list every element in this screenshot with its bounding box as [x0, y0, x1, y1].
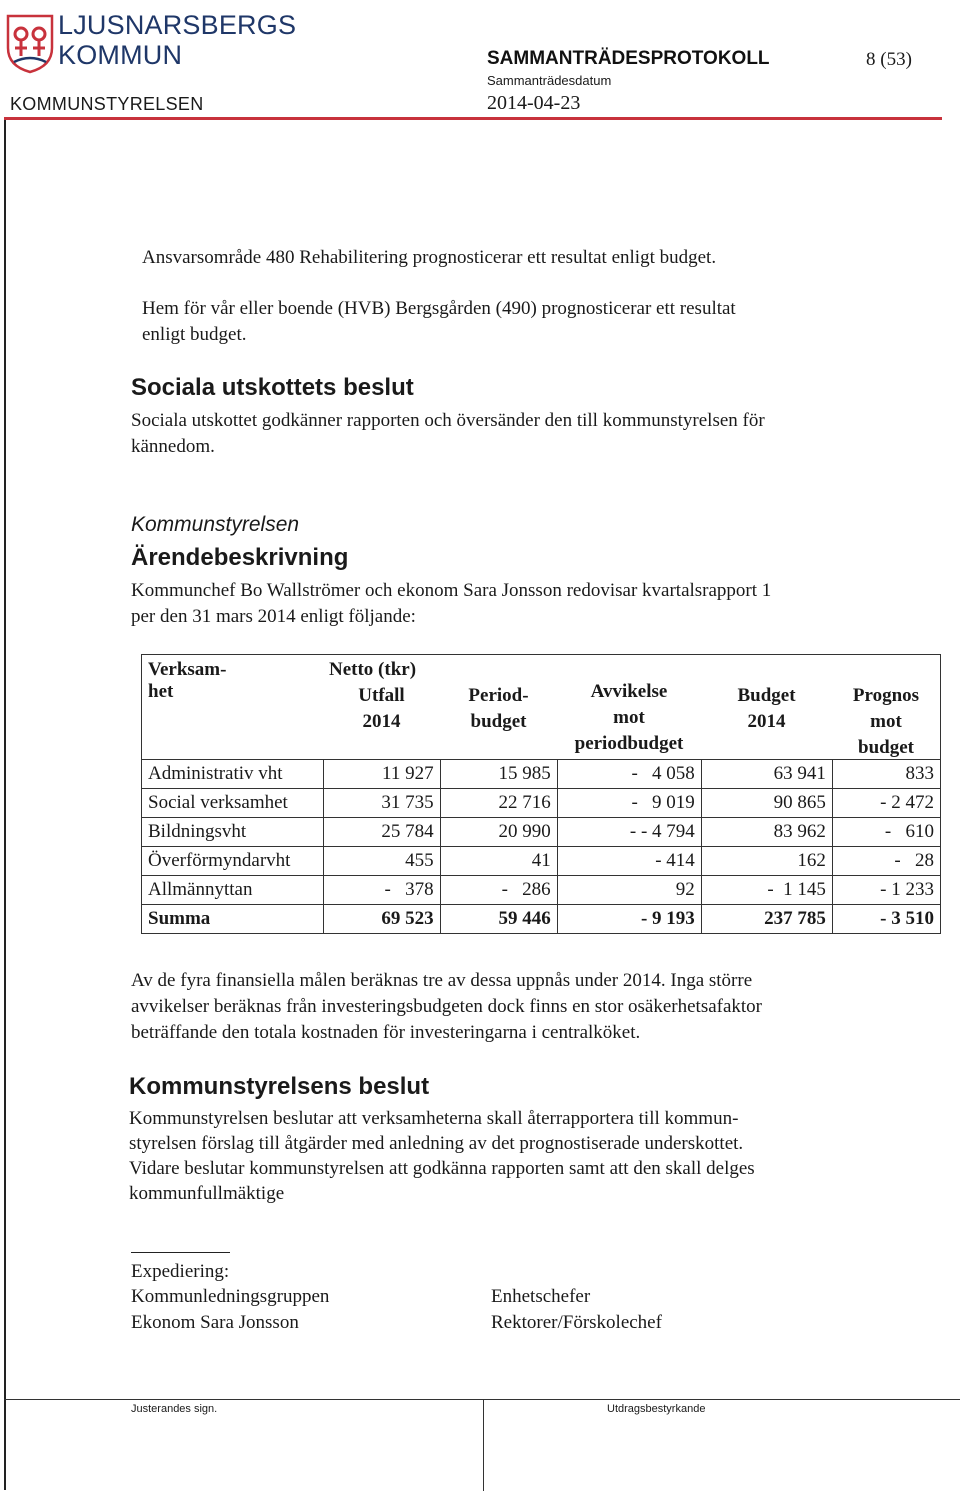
- cell-period: 41: [440, 847, 557, 876]
- distribution-label: Expediering:: [131, 1261, 230, 1282]
- cell-budget: 83 962: [701, 818, 832, 847]
- cell-utfall: 455: [323, 847, 440, 876]
- cell-avvikelse: - - 4 794: [557, 818, 701, 847]
- table-row: [142, 876, 941, 905]
- cell-name: Administrativ vht: [142, 760, 324, 789]
- header-text: Budget: [737, 685, 796, 706]
- paragraph-line: kännedom.: [131, 436, 215, 457]
- header-text: mot: [870, 711, 902, 732]
- header-divider: [4, 117, 942, 120]
- header-utfall: [323, 685, 440, 759]
- paragraph-line: Vidare beslutar kommunstyrelsen att godkänna rapporten samt att den skall delges: [129, 1158, 755, 1179]
- cell-utfall: 25 784: [323, 818, 440, 847]
- table-header-row: [142, 655, 941, 760]
- brand-line-2: KOMMUN: [58, 40, 183, 70]
- cell-prognos: - 610: [832, 818, 940, 847]
- cell-budget: 237 785: [701, 905, 832, 934]
- header-avvikelse: [557, 681, 701, 759]
- paragraph-line: Sociala utskottet godkänner rapporten och översänder den till kommunstyrelsen för: [131, 410, 765, 431]
- cell-avvikelse: - 9 019: [557, 789, 701, 818]
- paragraph-line: styrelsen förslag till åtgärder med anledning av det prognostiserade underskottet.: [129, 1133, 744, 1154]
- cell-period: 59 446: [440, 905, 557, 934]
- cell-period: 20 990: [440, 818, 557, 847]
- footer-column-divider: [483, 1399, 484, 1491]
- meeting-date-label: Sammanträdesdatum: [487, 73, 612, 88]
- paragraph-line: Av de fyra finansiella målen beräknas tre av dessa uppnås under 2014. Inga större: [131, 970, 753, 991]
- distribution-recipient: Ekonom Sara Jonsson: [131, 1312, 299, 1333]
- distribution-recipient: Kommunledningsgruppen: [131, 1286, 330, 1307]
- cell-budget: 90 865: [701, 789, 832, 818]
- header-text: Utfall: [358, 685, 405, 706]
- brand-line-1: LJUSNARSBERGS: [58, 10, 297, 40]
- paragraph-arendebeskrivning: [131, 578, 771, 630]
- cell-utfall: 11 927: [323, 760, 440, 789]
- header-text: 2014: [362, 711, 401, 732]
- cell-period: 15 985: [440, 760, 557, 789]
- header-text: budget: [470, 711, 527, 732]
- distribution-recipient: Enhetschefer: [491, 1286, 591, 1307]
- header-text: periodbudget: [574, 733, 684, 754]
- header-prognos: [832, 685, 940, 759]
- heading-sociala-utskottets-beslut: Sociala utskottets beslut: [131, 374, 414, 401]
- department-name: KOMMUNSTYRELSEN: [10, 94, 204, 114]
- header-text: 2014: [747, 711, 786, 732]
- table-row: [142, 818, 941, 847]
- header-columns: [323, 681, 940, 759]
- header-verksamhet: [142, 655, 324, 760]
- cell-name: Summa: [142, 905, 324, 934]
- header-netto: Netto (tkr): [329, 659, 417, 680]
- cell-prognos: - 28: [832, 847, 940, 876]
- distribution-left-list: [131, 1284, 329, 1336]
- cell-budget: 162: [701, 847, 832, 876]
- footer-extract-label: Utdragsbestyrkande: [607, 1403, 706, 1415]
- paragraph-line: enligt budget.: [142, 324, 247, 345]
- header-text: Verksam-: [148, 659, 227, 680]
- cell-prognos: - 1 233: [832, 876, 940, 905]
- brand-logo-text: [58, 10, 296, 70]
- cell-name: Bildningsvht: [142, 818, 324, 847]
- distribution-rule: [131, 1252, 230, 1253]
- paragraph-line: Kommunstyrelsen beslutar att verksamheterna skall återrapportera till kommun-: [129, 1108, 739, 1129]
- page-number: 8 (53): [866, 49, 912, 70]
- table-total-row: [142, 905, 941, 934]
- heading-kommunstyrelsen: Kommunstyrelsen: [131, 513, 300, 536]
- document-title: SAMMANTRÄDESPROTOKOLL: [487, 48, 770, 69]
- paragraph-line: avvikelser beräknas från investeringsbudgeten dock finns en stor osäkerhetsafaktor: [131, 996, 763, 1017]
- distribution-recipient: Rektorer/Förskolechef: [491, 1312, 662, 1333]
- cell-name: Allmännyttan: [142, 876, 324, 905]
- paragraph-sociala-beslut: [131, 408, 765, 460]
- cell-prognos: - 3 510: [832, 905, 940, 934]
- cell-avvikelse: 92: [557, 876, 701, 905]
- heading-kommunstyrelsens-beslut: Kommunstyrelsens beslut: [129, 1073, 430, 1100]
- paragraph-line: per den 31 mars 2014 enligt följande:: [131, 606, 416, 627]
- cell-period: - 286: [440, 876, 557, 905]
- cell-avvikelse: - 4 058: [557, 760, 701, 789]
- cell-utfall: 31 735: [323, 789, 440, 818]
- distribution-right-list: [491, 1284, 662, 1336]
- heading-arendebeskrivning: Ärendebeskrivning: [131, 544, 349, 571]
- cell-avvikelse: - 414: [557, 847, 701, 876]
- footer-sign-label: Justerandes sign.: [131, 1403, 218, 1415]
- header-text: budget: [858, 737, 914, 758]
- table-row: [142, 847, 941, 876]
- meeting-date: 2014-04-23: [487, 92, 581, 114]
- cell-prognos: 833: [832, 760, 940, 789]
- cell-budget: - 1 145: [701, 876, 832, 905]
- paragraph-rehab: Ansvarsområde 480 Rehabilitering prognosticerar ett resultat enligt budget.: [142, 247, 717, 268]
- paragraph-line: Hem för vår eller boende (HVB) Bergsgården (490) prognosticerar ett resultat: [142, 298, 736, 319]
- paragraph-line: beträffande den totala kostnaden för investeringarna i centralköket.: [131, 1022, 641, 1043]
- cell-period: 22 716: [440, 789, 557, 818]
- paragraph-finansiella-mal: [131, 968, 762, 1046]
- header-text: Avvikelse: [590, 681, 668, 702]
- header-netto-group: [323, 655, 941, 760]
- header-text: Prognos: [852, 685, 920, 706]
- financial-table: [141, 654, 941, 934]
- table-row: [142, 760, 941, 789]
- left-margin-rule: [4, 120, 6, 1490]
- footer-divider: [4, 1399, 960, 1400]
- cell-budget: 63 941: [701, 760, 832, 789]
- cell-name: Överförmyndarvht: [142, 847, 324, 876]
- cell-name: Social verksamhet: [142, 789, 324, 818]
- paragraph-hvb: [142, 296, 736, 348]
- header-text: mot: [613, 707, 645, 728]
- header-text: het: [148, 681, 174, 702]
- cell-prognos: - 2 472: [832, 789, 940, 818]
- header-text: Period-: [468, 685, 529, 706]
- cell-utfall: 69 523: [323, 905, 440, 934]
- table-row: [142, 789, 941, 818]
- coat-of-arms-icon: [6, 14, 54, 74]
- cell-utfall: - 378: [323, 876, 440, 905]
- paragraph-line: Kommunchef Bo Wallströmer och ekonom Sara Jonsson redovisar kvartalsrapport 1: [131, 580, 772, 601]
- paragraph-line: kommunfullmäktige: [129, 1183, 285, 1204]
- cell-avvikelse: - 9 193: [557, 905, 701, 934]
- header-periodbudget: [440, 685, 557, 759]
- paragraph-ks-beslut: [129, 1106, 755, 1206]
- header-budget: [701, 685, 832, 759]
